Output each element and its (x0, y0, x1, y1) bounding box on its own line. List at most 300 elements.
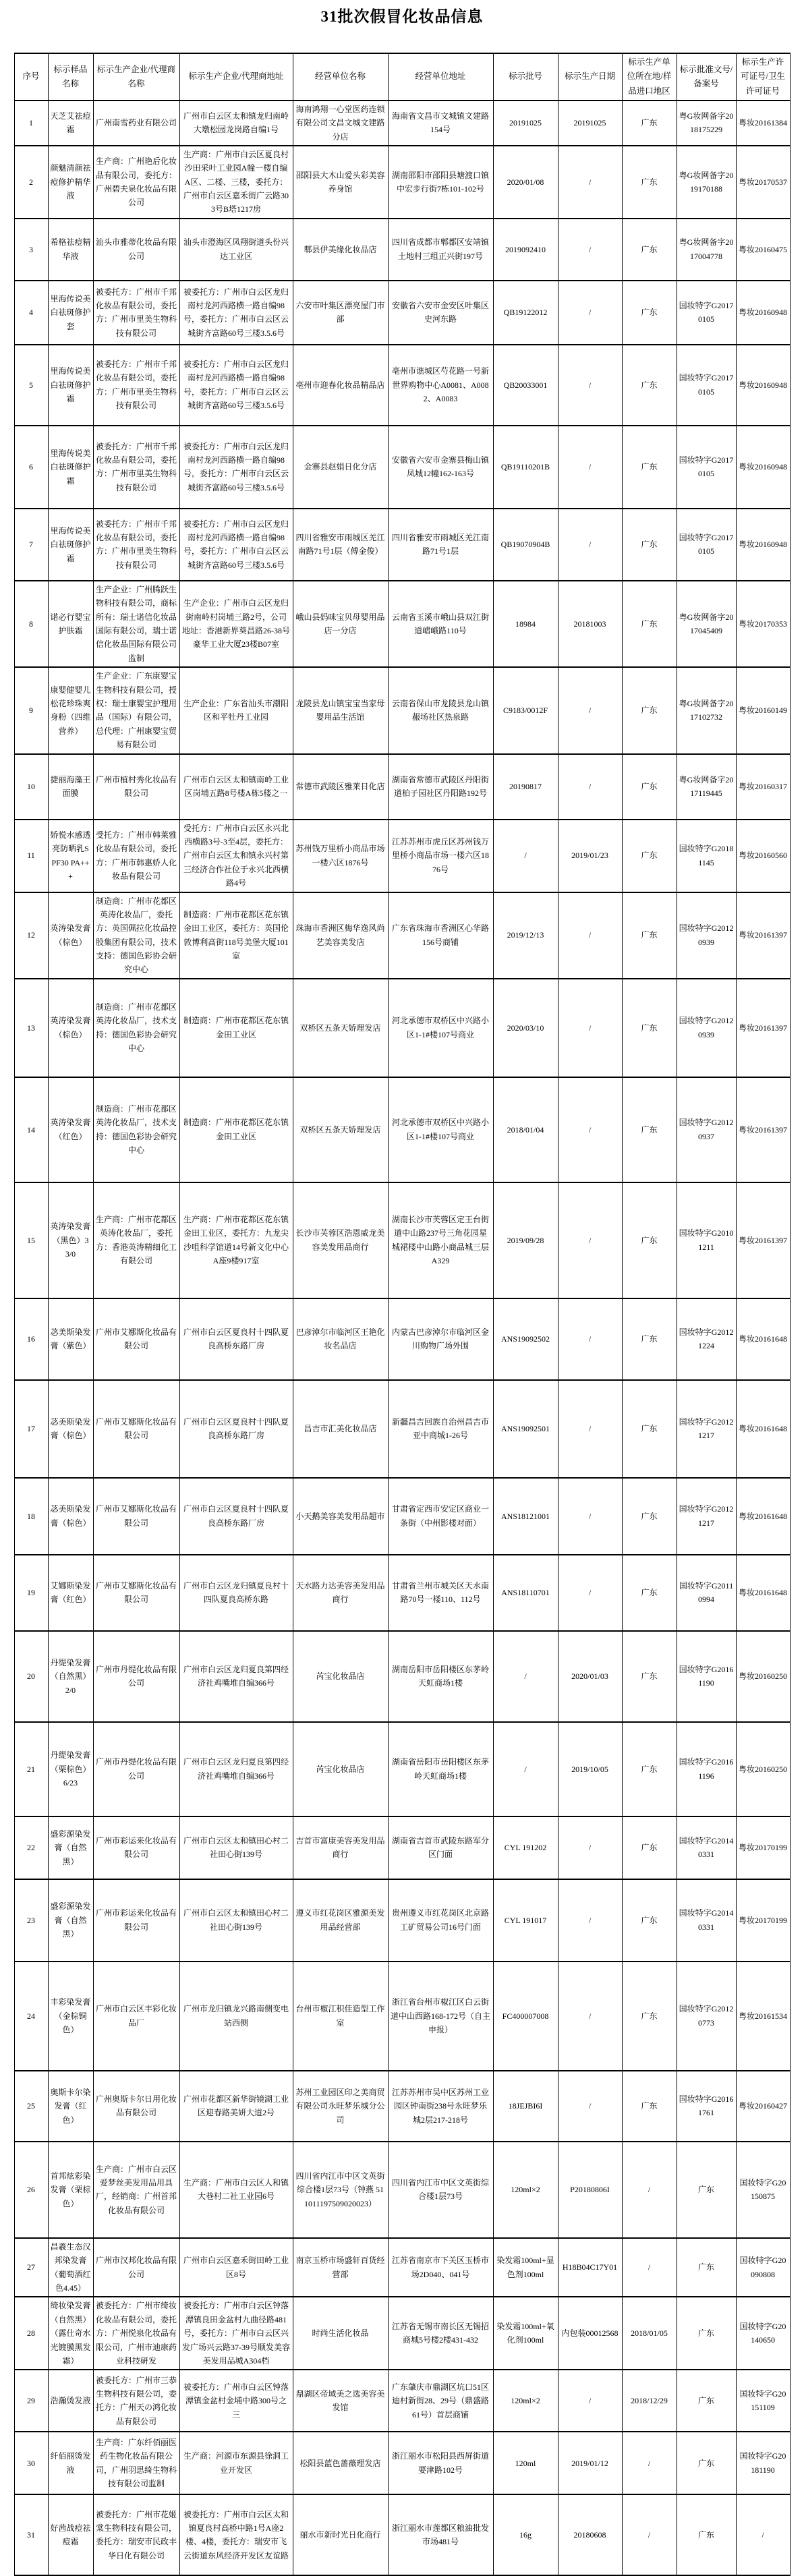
cell-manufacturer-address: 广州市白云区龙归夏良第四经济社鸡嘴堆自编366号 (179, 1631, 293, 1722)
cell-batch-number: 16g (493, 2494, 558, 2575)
cell-approval-number: 国妆特字G20170105 (677, 345, 736, 426)
cell-batch-number: / (493, 820, 558, 892)
cell-manufacturer-address: 被委托方：广州市白云区钟落潭镇良田金盆村九曲径路481号，委托方：广州市白云区兴发广场兴云路37-39号顺发美容美发用品城A304档 (179, 2297, 293, 2370)
cell-seller-address: 湖南省常德市武陵区丹阳街道柏子园社区丹阳路192号 (388, 754, 493, 820)
table-row (14, 820, 790, 892)
cell-manufacturer-name: 广州南雪药业有限公司 (93, 101, 179, 146)
cell-sample-name: 里海传说美白祛斑修护霜 (48, 426, 93, 509)
cell-seller-address: 湖南岳阳市岳阳楼区东茅岭天虹商场1楼 (388, 1631, 493, 1722)
cell-license-number: 粤妆20160250 (736, 1631, 790, 1722)
cell-region: 广东 (622, 509, 677, 581)
cell-production-date: / (558, 1478, 622, 1555)
cell-index: 31 (14, 2494, 48, 2575)
cell-seller-address: 浙江丽水市松阳县西屏街道要津路102号 (388, 2432, 493, 2494)
cell-seller-name: 苏州工业园区印之美商贸有限公司永旺梦乐城分公司 (293, 2071, 388, 2142)
cell-manufacturer-address: 生产商：广州市花都区花东镇金田工业区，委托方：九龙尖沙咀科学馆道14号新文化中心A座9楼917室 (179, 1182, 293, 1298)
cell-approval-number: 国妆特字G20120773 (677, 1962, 736, 2071)
cell-sample-name: 纤佰丽烫发液 (48, 2432, 93, 2494)
header-manufacturer-address: 标示生产企业/代理商地址 (179, 53, 293, 101)
cell-approval-number: 粤G妆网备字2017004778 (677, 219, 736, 281)
cell-production-date: / (558, 2370, 622, 2432)
table-header (14, 53, 790, 101)
cell-sample-name: 康婴健婴儿松花珍珠爽身粉（四维营养） (48, 667, 93, 753)
table-body (14, 101, 790, 2576)
cell-manufacturer-address: 制造商：广州市花都区花东镇金田工业区，委托方：英国伦敦博利高街118号美堡大厦101室 (179, 892, 293, 979)
cell-region: 广东 (622, 1380, 677, 1478)
cell-production-date: / (558, 979, 622, 1077)
cell-batch-number: 18984 (493, 581, 558, 667)
table-row (14, 1182, 790, 1298)
table-row (14, 892, 790, 979)
cell-approval-number: 国妆特字G20170105 (677, 281, 736, 345)
cell-sample-name: 英涛染发膏（红色） (48, 1077, 93, 1182)
cell-license-number: 粤妆20161648 (736, 1478, 790, 1555)
header-production-date: 标示生产日期 (558, 53, 622, 101)
cell-seller-name: 珠海市香洲区梅华逸风尚艺美容美发店 (293, 892, 388, 979)
cell-index: 29 (14, 2370, 48, 2432)
cell-index: 4 (14, 281, 48, 345)
cell-region: 广东 (622, 1182, 677, 1298)
cell-manufacturer-name: 广州奥斯卡尔日用化妆品有限公司 (93, 2071, 179, 2142)
cell-manufacturer-address: 被委托方：广州市白云区龙归南村龙河西路横一路自编98号，委托方：广州市白云区云城街齐富路60号三楼3.5.6号 (179, 509, 293, 581)
cell-license-number: 粤妆20160149 (736, 667, 790, 753)
cell-seller-name: 四川省雅安市雨城区羌江南路71号1层（傅金俊） (293, 509, 388, 581)
cell-region: 2018/12/29 (622, 2370, 677, 2432)
cell-license-number: 国妆特字G20090808 (736, 2238, 790, 2297)
cell-batch-number: 2018/01/04 (493, 1077, 558, 1182)
table-row (14, 509, 790, 581)
cell-license-number: 国妆特字G20181190 (736, 2432, 790, 2494)
cell-batch-number: ANS19092502 (493, 1298, 558, 1380)
cell-index: 27 (14, 2238, 48, 2297)
cell-seller-address: 江苏省无锡市南长区无锡招商城5号楼2楼431-432 (388, 2297, 493, 2370)
cell-sample-name: 里海传说美白祛斑修护霜 (48, 509, 93, 581)
table-row (14, 1722, 790, 1816)
cell-seller-name: 长沙市芙蓉区浩恩威龙美容美发用品商行 (293, 1182, 388, 1298)
cell-batch-number: C9183/0012F (493, 667, 558, 753)
cell-index: 22 (14, 1816, 48, 1879)
cell-sample-name: 英涛染发膏（黑色）33/0 (48, 1182, 93, 1298)
cell-seller-name: 常德市武陵区雅莱日化店 (293, 754, 388, 820)
cell-seller-name: 郫县伊美缘化妆品店 (293, 219, 388, 281)
cell-region: 2018/01/05 (622, 2297, 677, 2370)
cell-production-date: / (558, 146, 622, 219)
cell-license-number: 粤妆20170537 (736, 146, 790, 219)
cell-manufacturer-name: 受托方：广州市韩莱雅化妆品有限公司，委托方：广州市韩惠娇人化妆品有限公司 (93, 820, 179, 892)
cell-region: / (622, 2494, 677, 2575)
cell-region: 广东 (622, 219, 677, 281)
cell-sample-name: 英涛染发膏（棕色） (48, 979, 93, 1077)
cell-region: 广东 (622, 1077, 677, 1182)
cell-sample-name: 丰彩染发膏（金棕铜色） (48, 1962, 93, 2071)
cell-region: 广东 (622, 581, 677, 667)
cell-batch-number: ANS18121001 (493, 1478, 558, 1555)
cell-sample-name: 里海传说美白祛斑修护套 (48, 281, 93, 345)
cell-region: 广东 (622, 146, 677, 219)
cell-license-number: 粤妆20170199 (736, 1879, 790, 1962)
cell-sample-name: 诺必行婴宝护肤霜 (48, 581, 93, 667)
cell-index: 3 (14, 219, 48, 281)
cell-approval-number: 国妆特字G20140331 (677, 1879, 736, 1962)
cell-license-number: 国妆特字G20140650 (736, 2297, 790, 2370)
cell-production-date: / (558, 345, 622, 426)
cell-batch-number: CYL 191202 (493, 1816, 558, 1879)
table-row (14, 581, 790, 667)
cell-sample-name: 丹缇染发膏（自然黑）2/0 (48, 1631, 93, 1722)
table-row (14, 1962, 790, 2071)
cell-manufacturer-name: 生产商：广州艳后化妆品有限公司，委托方：广州碧夫泉化妆品有限公司 (93, 146, 179, 219)
cell-license-number: 粤妆20160317 (736, 754, 790, 820)
cell-manufacturer-address: 广州市白云区嘉禾街田岭工业区8号 (179, 2238, 293, 2297)
cell-seller-address: 江苏省南京市下关区玉桥市场2D040、041号 (388, 2238, 493, 2297)
header-approval-number: 标示批准文号/备案号 (677, 53, 736, 101)
cell-batch-number: / (493, 1722, 558, 1816)
cell-manufacturer-name: 广州市彩运来化妆品有限公司 (93, 1879, 179, 1962)
cell-approval-number: 粤G妆网备字2017045409 (677, 581, 736, 667)
cell-approval-number: 国妆特字G20101211 (677, 1182, 736, 1298)
cell-region: 广东 (622, 820, 677, 892)
cell-index: 15 (14, 1182, 48, 1298)
cell-batch-number: 2019/09/28 (493, 1182, 558, 1298)
cell-production-date: / (558, 667, 622, 753)
page-title: 31批次假冒化妆品信息 (320, 8, 484, 25)
cell-index: 1 (14, 101, 48, 146)
cell-seller-name: 天水路力达美容美发用品商行 (293, 1555, 388, 1631)
cell-index: 6 (14, 426, 48, 509)
cell-index: 30 (14, 2432, 48, 2494)
cell-seller-address: 浙江丽水市莲都区粮油批发市场481号 (388, 2494, 493, 2575)
cell-seller-name: 吉首市富康美容美发用品商行 (293, 1816, 388, 1879)
cell-seller-address: 云南省保山市龙陵县龙山镇赧场社区热泉路 (388, 667, 493, 753)
cell-seller-name: 松阳县蓝色蔷薇理发店 (293, 2432, 388, 2494)
cell-batch-number: QB19070904B (493, 509, 558, 581)
cell-index: 25 (14, 2071, 48, 2142)
cell-production-date: 20180608 (558, 2494, 622, 2575)
cell-license-number: 粤妆20170353 (736, 581, 790, 667)
cell-seller-name: 芮宝化妆品店 (293, 1631, 388, 1722)
cell-license-number: 粤妆20161397 (736, 979, 790, 1077)
cell-production-date: 2020/01/03 (558, 1631, 622, 1722)
cell-manufacturer-name: 广州市汉邦化妆品有限公司 (93, 2238, 179, 2297)
cell-manufacturer-address: 制造商：广州市花都区花东镇金田工业区 (179, 979, 293, 1077)
cell-seller-address: 湖南长沙市芙蓉区定王台街道中山路237号三角花园星城裙楼中山路小商品城三层A329 (388, 1182, 493, 1298)
table-row (14, 2297, 790, 2370)
cell-index: 14 (14, 1077, 48, 1182)
cell-seller-name: 双桥区五条天娇理发店 (293, 979, 388, 1077)
cell-seller-address: 河北承德市双桥区中兴路小区1-1#楼107号商业 (388, 1077, 493, 1182)
cell-seller-name: 邵阳县大木山爱头彩美容养身馆 (293, 146, 388, 219)
page (0, 4, 804, 2576)
cell-seller-address: 广东肇庆市鼎湖区坑口51区迪村新街28、29号（鼎盛路61号）首层商铺 (388, 2370, 493, 2432)
cell-approval-number: 国妆特字G20120939 (677, 892, 736, 979)
cell-manufacturer-address: 制造商：广州市花都区花东镇金田工业区 (179, 1077, 293, 1182)
cell-manufacturer-address: 广州市白云区夏良村十四队夏良高桥东路厂房 (179, 1478, 293, 1555)
cell-approval-number: 国妆特字G20170105 (677, 426, 736, 509)
cell-manufacturer-address: 广州市白云区太和镇田心村二社田心街139号 (179, 1879, 293, 1962)
cell-approval-number: 广东 (677, 2238, 736, 2297)
cell-manufacturer-address: 生产商：河源市东源县徐洞工业开发区 (179, 2432, 293, 2494)
cell-manufacturer-address: 汕头市澄海区凤翔街道头份兴达工业区 (179, 219, 293, 281)
cell-batch-number: / (493, 1631, 558, 1722)
cell-production-date: 2019/01/23 (558, 820, 622, 892)
cell-index: 23 (14, 1879, 48, 1962)
table-row (14, 979, 790, 1077)
cell-production-date: / (558, 754, 622, 820)
cell-seller-address: 广东省珠海市香洲区心华路156号商铺 (388, 892, 493, 979)
cell-seller-name: 南京玉桥市场盛轩百货经营部 (293, 2238, 388, 2297)
cell-production-date: / (558, 1555, 622, 1631)
cell-index: 16 (14, 1298, 48, 1380)
cell-production-date: / (558, 509, 622, 581)
cell-sample-name: 苾美斯染发膏（棕色） (48, 1380, 93, 1478)
cell-manufacturer-address: 广州市花都区新华街镜湖工业区迎春路美妍大道2号 (179, 2071, 293, 2142)
cell-license-number: 粤妆20161648 (736, 1555, 790, 1631)
cell-index: 17 (14, 1380, 48, 1478)
cell-sample-name: 好茜战痘祛痘霜 (48, 2494, 93, 2575)
header-manufacturer-name: 标示生产企业/代理商名称 (93, 53, 179, 101)
cell-region: 广东 (622, 2071, 677, 2142)
cell-region: 广东 (622, 754, 677, 820)
cell-index: 2 (14, 146, 48, 219)
cell-sample-name: 颜魅清颜祛痘修护精华液 (48, 146, 93, 219)
cell-manufacturer-name: 被委托方：广州市千邦化妆品有限公司，委托方：广州市里美生物科技有限公司 (93, 509, 179, 581)
table-row (14, 667, 790, 753)
cell-manufacturer-address: 广州市白云区龙归夏良第四经济社鸡嘴堆自编366号 (179, 1722, 293, 1816)
cell-index: 19 (14, 1555, 48, 1631)
cell-sample-name: 盛彩源染发膏（自然黑） (48, 1816, 93, 1879)
cell-sample-name: 丹缇染发膏（栗棕色）6/23 (48, 1722, 93, 1816)
cell-approval-number: 粤G妆网备字2019170188 (677, 146, 736, 219)
cell-manufacturer-address: 广州市白云区夏良村十四队夏良高桥东路厂房 (179, 1298, 293, 1380)
table-row (14, 2142, 790, 2238)
cell-manufacturer-name: 广州市彩运来化妆品有限公司 (93, 1816, 179, 1879)
cell-manufacturer-name: 生产商：广东纤佰丽医药生物化妆品有限公司，广州羽思绮生物科技有限公司监制 (93, 2432, 179, 2494)
cell-approval-number: 国妆特字G20121217 (677, 1380, 736, 1478)
cell-approval-number: 广东 (677, 2370, 736, 2432)
cell-license-number: 粤妆20161648 (736, 1298, 790, 1380)
cell-region: 广东 (622, 1478, 677, 1555)
cell-production-date: / (558, 281, 622, 345)
cell-seller-name: 昌吉市汇美化妆品店 (293, 1380, 388, 1478)
cell-manufacturer-name: 被委托方：广州市千邦化妆品有限公司，委托方：广州市里美生物科技有限公司 (93, 426, 179, 509)
cell-index: 12 (14, 892, 48, 979)
table-row (14, 1555, 790, 1631)
cell-manufacturer-name: 被委托方：广州市三恭生物科技有限公司，委托方：广州天の鸿化妆品有限公司 (93, 2370, 179, 2432)
cell-manufacturer-address: 被委托方：广州市白云区龙归南村龙河西路横一路自编98号，委托方：广州市白云区云城街齐富路60号三楼3.5.6号 (179, 281, 293, 345)
cell-region: 广东 (622, 426, 677, 509)
cell-approval-number: 广东 (677, 2297, 736, 2370)
cell-license-number: 粤妆20160427 (736, 2071, 790, 2142)
cell-batch-number: QB20033001 (493, 345, 558, 426)
cell-batch-number: 20190817 (493, 754, 558, 820)
cell-manufacturer-name: 被委托方：广州市千邦化妆品有限公司，委托方：广州市里美生物科技有限公司 (93, 281, 179, 345)
cell-index: 18 (14, 1478, 48, 1555)
cell-manufacturer-name: 广州市艾娜斯化妆品有限公司 (93, 1380, 179, 1478)
header-license-number: 标示生产许可证号/卫生许可证号 (736, 53, 790, 101)
cell-manufacturer-name: 广州市丹缇化妆品有限公司 (93, 1631, 179, 1722)
cell-index: 10 (14, 754, 48, 820)
cell-production-date: 20191025 (558, 101, 622, 146)
cell-manufacturer-address: 生产企业：广州市白云区龙归街南岭村岗埔三路2号，公司地址：香港新界葵昌路26-38号豪华工业大厦23楼B07室 (179, 581, 293, 667)
cell-sample-name: 苾美斯染发膏（紫色） (48, 1298, 93, 1380)
cell-seller-name: 鼎湖区帝域美之选美容美发馆 (293, 2370, 388, 2432)
cell-batch-number: 2019/12/13 (493, 892, 558, 979)
table-row (14, 219, 790, 281)
cell-production-date: / (558, 1298, 622, 1380)
cell-seller-address: 安徽省六安市金寨县梅山镇凤城12幢162-163号 (388, 426, 493, 509)
cell-seller-address: 海南省文昌市文城镇文建路154号 (388, 101, 493, 146)
cell-manufacturer-name: 汕头市雅蒂化妆品有限公司 (93, 219, 179, 281)
cell-production-date: / (558, 2071, 622, 2142)
cell-license-number: 粤妆20161397 (736, 1077, 790, 1182)
cell-sample-name: 奥斯卡尔染发膏（红色） (48, 2071, 93, 2142)
table-row (14, 1380, 790, 1478)
cell-production-date: / (558, 1816, 622, 1879)
cell-seller-name: 遵义市红花岗区雅源美发用品经营部 (293, 1879, 388, 1962)
cell-seller-name: 六安市叶集区漂亮屋门市部 (293, 281, 388, 345)
cell-license-number: 粤妆20161534 (736, 1962, 790, 2071)
table-row (14, 2494, 790, 2575)
table-row (14, 345, 790, 426)
cell-seller-name: 龙陵县龙山镇宝宝当家母婴用品生活馆 (293, 667, 388, 753)
cell-manufacturer-name: 生产企业：广东康婴宝生物科技有限公司，授权：瑞士康婴宝护理用品（国际）有限公司，总代理：广州康婴宝贸易有限公司 (93, 667, 179, 753)
cell-seller-name: 芮宝化妆品店 (293, 1722, 388, 1816)
cell-index: 11 (14, 820, 48, 892)
cell-seller-address: 云南省玉溪市峨山县双江街道嶍峨路110号 (388, 581, 493, 667)
cell-production-date: 2019/10/05 (558, 1722, 622, 1816)
cell-license-number: 粤妆20160560 (736, 820, 790, 892)
table-row (14, 101, 790, 146)
cell-sample-name: 浩瀚烫发液 (48, 2370, 93, 2432)
cell-manufacturer-address: 被委托方：广州市白云区龙归南村龙河西路横一路自编98号，委托方：广州市白云区云城街齐富路60号三楼3.5.6号 (179, 426, 293, 509)
cell-seller-name: 巴彦淖尔市临河区王艳化妆名品店 (293, 1298, 388, 1380)
cell-seller-address: 四川省雅安市雨城区羌江南路71号1层 (388, 509, 493, 581)
cell-seller-address: 贵州遵义市红花岗区北京路工矿贸易公司16号门面 (388, 1879, 493, 1962)
cell-approval-number: 粤G妆网备字2017119445 (677, 754, 736, 820)
cell-license-number: 粤妆20160948 (736, 426, 790, 509)
cell-license-number: 粤妆20161384 (736, 101, 790, 146)
cell-index: 20 (14, 1631, 48, 1722)
cell-manufacturer-address: 被委托方：广州市白云区钟落潭镇金盆村金埔中路300号之三 (179, 2370, 293, 2432)
cell-seller-name: 苏州钱万里桥小商品市场一楼六区1876号 (293, 820, 388, 892)
cell-sample-name: 艾娜斯染发膏（红色） (48, 1555, 93, 1631)
cell-seller-name: 金寨县赵娟日化分店 (293, 426, 388, 509)
cell-manufacturer-name: 生产企业：广州腾跃生物科技有限公司，商标所有：瑞士诺信化妆品国际有限公司，瑞士诺信化妆品国际有限公司监制 (93, 581, 179, 667)
cell-production-date: 内包装00012568 (558, 2297, 622, 2370)
cell-seller-name: 亳州市迎春化妆品精品店 (293, 345, 388, 426)
cell-production-date: / (558, 1077, 622, 1182)
cell-batch-number: 18JEJBI6I (493, 2071, 558, 2142)
cell-manufacturer-name: 制造商：广州市花都区英涛化妆品厂，技术支持：德国色彩协会研究中心 (93, 979, 179, 1077)
table-row (14, 146, 790, 219)
cell-production-date: / (558, 1182, 622, 1298)
cell-sample-name: 捷丽海藻王面膜 (48, 754, 93, 820)
cell-region: 广东 (622, 101, 677, 146)
cell-region: 广东 (622, 1962, 677, 2071)
cell-manufacturer-address: 被委托方：广州市白云区太和镇夏良村高桥中路1号A座2楼、4楼，委托方：瑞安市飞云街道东风经济开发区友谊路 (179, 2494, 293, 2575)
header-seller-name: 经营单位名称 (293, 53, 388, 101)
table-row (14, 281, 790, 345)
table-row (14, 1816, 790, 1879)
cell-batch-number: 2019092410 (493, 219, 558, 281)
cell-seller-address: 亳州市谯城区芍花路一号新世界购物中心A0081、A0082、A0083 (388, 345, 493, 426)
cell-batch-number: 染发霜100ml+氧化剂100ml (493, 2297, 558, 2370)
cell-approval-number: 粤G妆网备字2017102732 (677, 667, 736, 753)
cell-approval-number: 国妆特字G20161190 (677, 1631, 736, 1722)
cell-sample-name: 昌羲生态汉邦染发膏（葡萄酒红色4.45） (48, 2238, 93, 2297)
table-row (14, 2370, 790, 2432)
cell-seller-address: 四川省内江市中区文英街综合楼1层73号 (388, 2142, 493, 2238)
table-row (14, 1879, 790, 1962)
cell-approval-number: 国妆特字G20161761 (677, 2071, 736, 2142)
cell-region: 广东 (622, 667, 677, 753)
header-sample-name: 标示样品名称 (48, 53, 93, 101)
cell-seller-name: 海南鸿翔一心堂医药连锁有限公司文昌文城文建路分店 (293, 101, 388, 146)
cell-manufacturer-name: 被委托方：广州市千邦化妆品有限公司，委托方：广州市里美生物科技有限公司 (93, 345, 179, 426)
cell-manufacturer-address: 广州市龙归镇龙兴路南侧变电站西侧 (179, 1962, 293, 2071)
cell-batch-number: 20191025 (493, 101, 558, 146)
cell-manufacturer-name: 广州市艾娜斯化妆品有限公司 (93, 1478, 179, 1555)
cell-license-number: 国妆特字G20150875 (736, 2142, 790, 2238)
cell-approval-number: 广东 (677, 2494, 736, 2575)
cell-approval-number: 国妆特字G20181145 (677, 820, 736, 892)
cell-seller-name: 台州市椒江积佳造型工作室 (293, 1962, 388, 2071)
cell-index: 5 (14, 345, 48, 426)
cell-manufacturer-name: 制造商：广州市花都区英涛化妆品厂，委托方：英国佩拉化妆品控股集团有限公司，技术支持：德国色彩协会研究中心 (93, 892, 179, 979)
cell-region: 广东 (622, 1555, 677, 1631)
cell-production-date: / (558, 1962, 622, 2071)
cell-sample-name: 英涛染发膏（棕色） (48, 892, 93, 979)
cell-batch-number: 染发霜100ml+显色剂100ml (493, 2238, 558, 2297)
counterfeit-cosmetics-table (14, 53, 791, 2576)
cell-seller-address: 江苏苏州市虎丘区苏州钱万里桥小商品市场一楼六区1876号 (388, 820, 493, 892)
cell-manufacturer-address: 广州市白云区龙归镇夏良村十四队夏良高桥东路 (179, 1555, 293, 1631)
cell-seller-address: 江苏苏州市吴中区苏州工业园区钟南街238号永旺梦乐城2层217-218号 (388, 2071, 493, 2142)
cell-manufacturer-address: 广州市白云区太和镇南岭工业区岗埔五路8号楼A栋5楼之一 (179, 754, 293, 820)
cell-approval-number: 粤G妆网备字2018175229 (677, 101, 736, 146)
cell-batch-number: QB19110201B (493, 426, 558, 509)
cell-seller-name: 丽水市新时光日化商行 (293, 2494, 388, 2575)
cell-sample-name: 里海传说美白祛斑修护霜 (48, 345, 93, 426)
table-row (14, 2432, 790, 2494)
cell-seller-address: 湖南省岳阳市岳阳楼区东茅岭天虹商场1楼 (388, 1722, 493, 1816)
cell-manufacturer-address: 受托方：广州市白云区永兴北西横路3号-3至4层，委托方：广州市白云区太和镇永兴村第三经济合作社位于永兴北西横路4号 (179, 820, 293, 892)
cell-production-date: / (558, 892, 622, 979)
header-index: 序号 (14, 53, 48, 101)
cell-index: 13 (14, 979, 48, 1077)
cell-index: 8 (14, 581, 48, 667)
cell-seller-name: 四川省内江市中区文英街综合楼1层73号（钟燕 511011197509020023） (293, 2142, 388, 2238)
cell-manufacturer-name: 生产商：广州市花都区英涛化妆品厂，委托方：香港英涛精细化工有限公司 (93, 1182, 179, 1298)
cell-license-number: 粤妆20160948 (736, 281, 790, 345)
cell-production-date: / (558, 219, 622, 281)
cell-manufacturer-address: 生产企业：广东省汕头市潮阳区和平牡丹工业园 (179, 667, 293, 753)
cell-region: 广东 (622, 1879, 677, 1962)
cell-production-date: / (558, 1380, 622, 1478)
cell-region: / (622, 2142, 677, 2238)
table-row (14, 1298, 790, 1380)
cell-seller-address: 湖南邵阳市邵阳县塘渡口镇中宏步行街7栋101-102号 (388, 146, 493, 219)
header-batch-number: 标示批号 (493, 53, 558, 101)
cell-index: 26 (14, 2142, 48, 2238)
table-row (14, 754, 790, 820)
table-row (14, 2238, 790, 2297)
cell-license-number: 粤妆20160475 (736, 219, 790, 281)
cell-seller-address: 四川省成都市郫都区安靖镇土地村三组正兴街197号 (388, 219, 493, 281)
cell-batch-number: 2020/01/08 (493, 146, 558, 219)
cell-approval-number: 国妆特字G20161196 (677, 1722, 736, 1816)
cell-seller-name: 小天鹅美容美发用品超市 (293, 1478, 388, 1555)
